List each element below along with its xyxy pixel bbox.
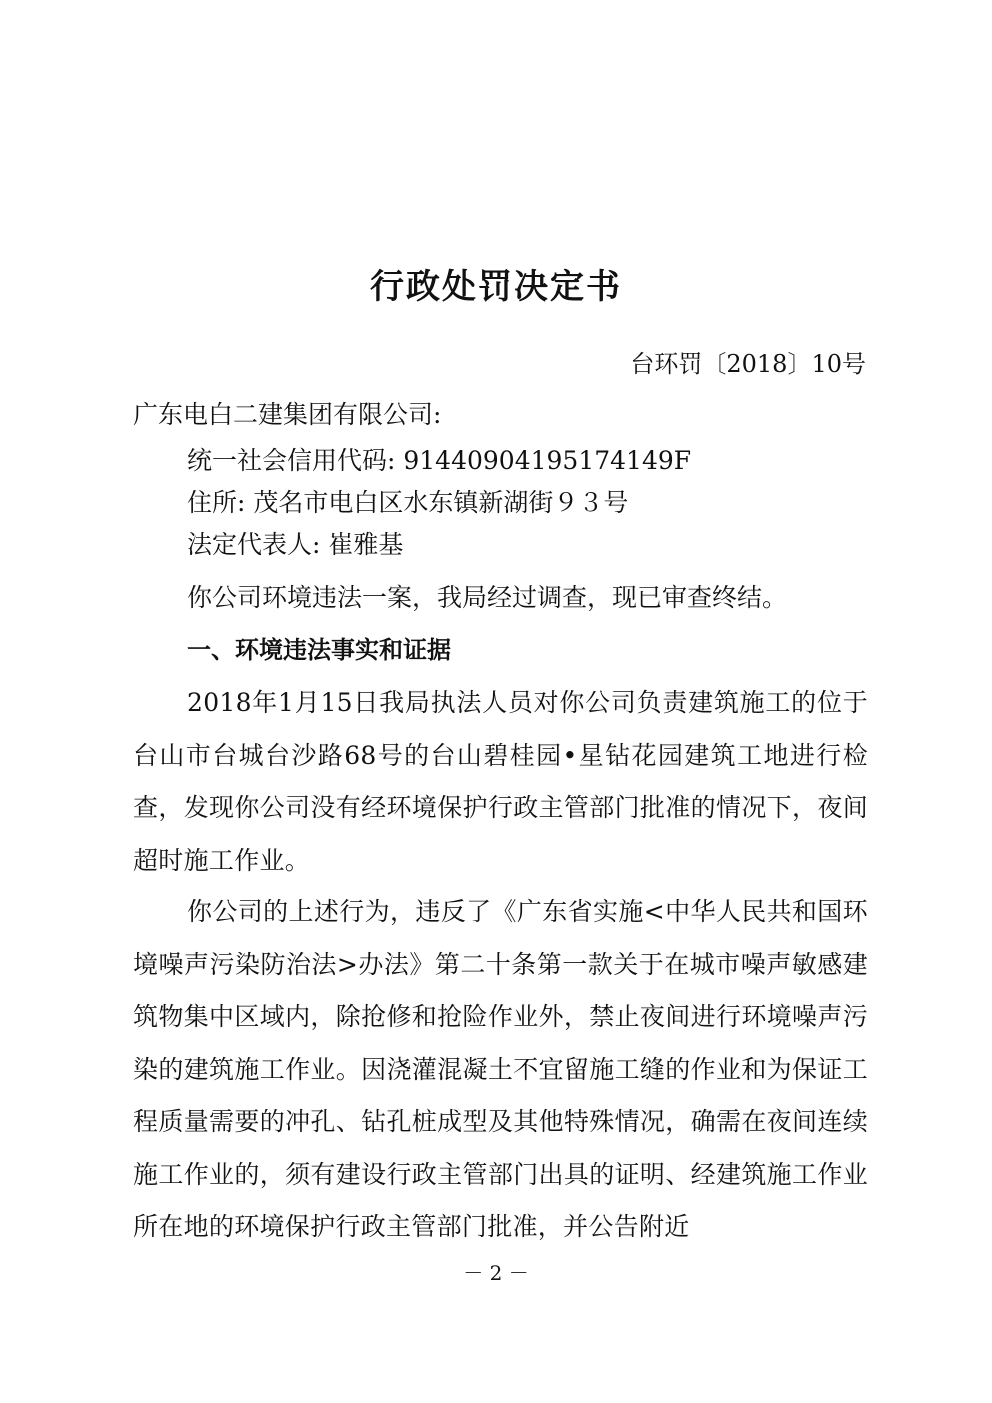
paragraph-facts: 2018年1月15日我局执法人员对你公司负责建筑施工的位于台山市台城台沙路68号的台山碧桂园•星钻花园建筑工地进行检查，发现你公司没有经环境保护行政主管部门批准的情况下，夜间超时施工作业。 [133, 688, 868, 875]
recipient-name: 广东电白二建集团有限公司: [133, 400, 442, 429]
credit-code: 统一社会信用代码: 91440904195174149F [187, 446, 692, 475]
legal-representative: 法定代表人: 崔雅基 [187, 530, 404, 559]
address: 住所: 茂名市电白区水东镇新湖街９３号 [187, 488, 629, 517]
paragraph-violation: 你公司的上述行为，违反了《广东省实施<中华人民共和国环境噪声污染防治法>办法》第二十条第一款关于在城市噪声敏感建筑物集中区域内，除抢修和抢险作业外，禁止夜间进行环境噪声污染的建筑施工作业。因浇灌混凝土不宜留施工缝的作业和为保证工程质量需要的冲孔、钻孔桩成型及其他特殊情况，确需在夜间连续施工作业的，须有建设行政主管部门出具的证明、经建筑施工作业所在地的环境保护行政主管部门批准，并公告附近 [133, 897, 868, 1241]
intro-text: 你公司环境违法一案，我局经过调查，现已审查终结。 [187, 583, 788, 612]
section-heading: 一、环境违法事实和证据 [187, 636, 451, 664]
document-title: 行政处罚决定书 [370, 267, 622, 307]
page-number: － 2 － [463, 1261, 529, 1285]
document-number: 台环罚〔2018〕10号 [630, 350, 866, 378]
